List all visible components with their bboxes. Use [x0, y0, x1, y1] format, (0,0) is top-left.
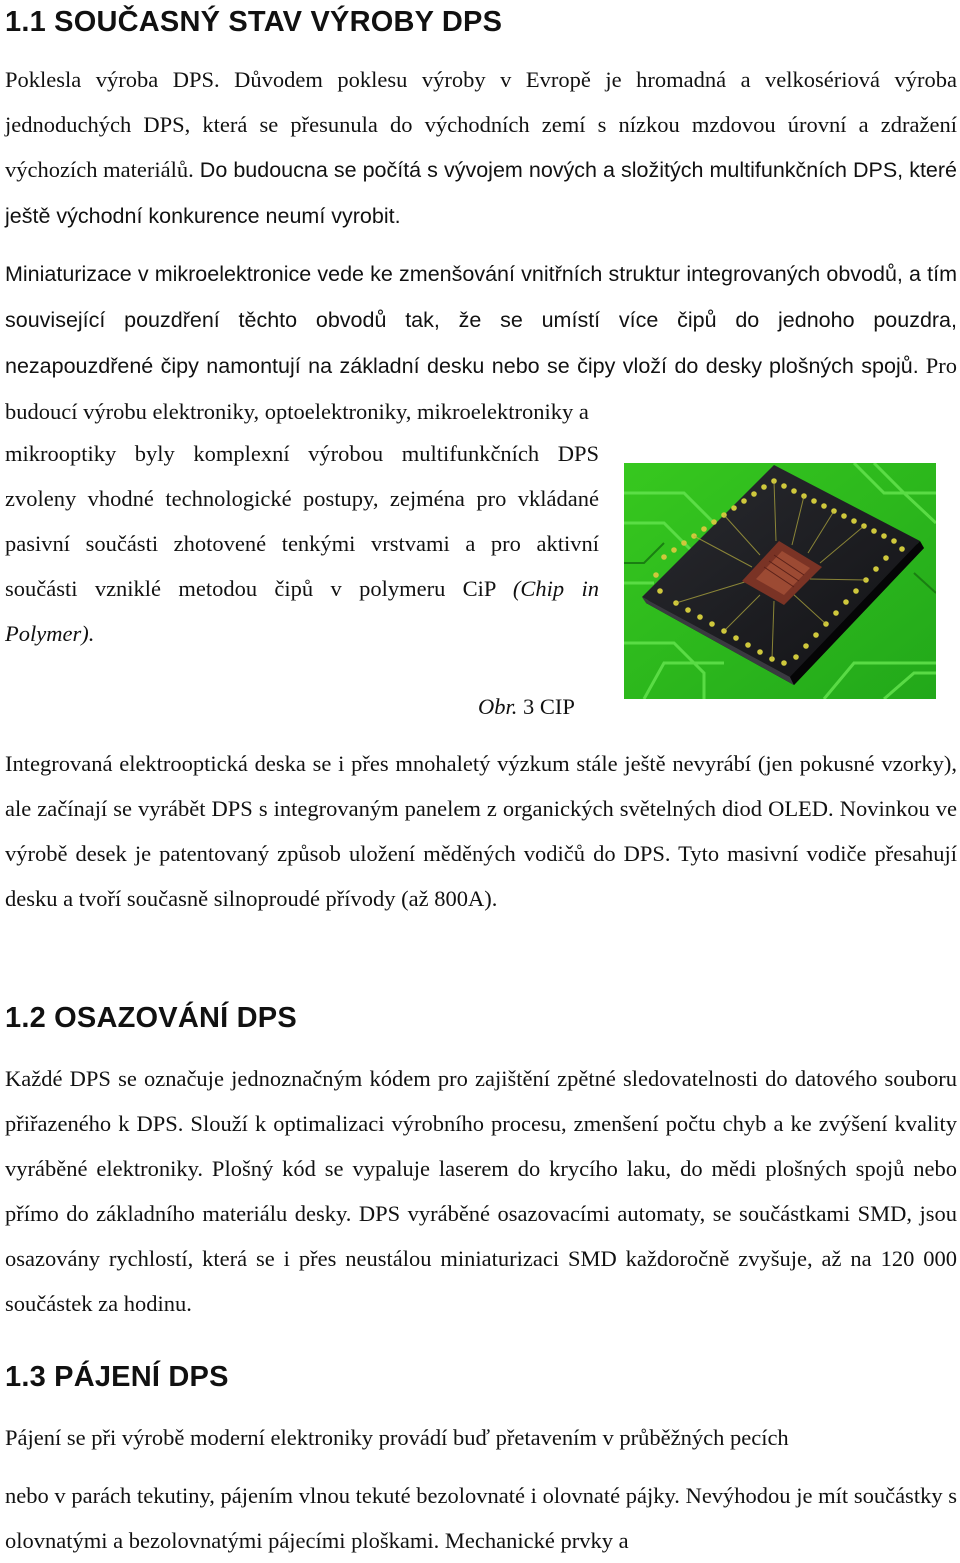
- paragraph-production-decline: [5, 57, 957, 239]
- paragraph-text: Poklesla výroba DPS. Důvodem poklesu výroby v Evropě je hromadná a velkosériová výroba jednoduchých DPS, která se přesunula do východních zemí s nízkou mzdovou úrovní a zdražení výchozích materiálů.: [5, 67, 957, 182]
- figure-caption: [478, 684, 575, 729]
- paragraph-text: Pro budoucí výrobu elektroniky, optoelektroniky, mikroelektroniky a: [5, 353, 958, 424]
- paragraph-soldering: nebo v parách tekutiny, pájením vlnou tekuté bezolovnaté i olovnaté pájky. Nevýhodou je mít součástky s olovnatými a bezolovnatými pájecími ploškami. Mechanické prvky a: [5, 1483, 957, 1553]
- paragraph-text-sans: Miniaturizace v mikroelektronice vede ke zmenšování vnitřních struktur integrovaných obvodů, a tím související pouzdření těchto obvodů tak, že se umístí více čipů do jednoho pouzdra, nezapouzdřené čipy namontují na základní desku nebo se čipy vloží do desky: [5, 262, 957, 378]
- paragraph-pcb-assembly: Každé DPS se označuje jednoznačným kódem pro zajištění zpětné sledovatelnosti do datového souboru přiřazeného k DPS. Slouží k optimalizaci výrobního procesu, zmenšení počtu chyb a ke zvýšení kvality vyráběné elektroniky. Plošný kód se vypaluje laserem do krycího laku, do mědi plošných spojů nebo přímo do základního materiálu desky. DPS vyráběné osazovacími automaty, se součástkami SMD, jsou osazovány rychlostí, která se i přes neustálou miniaturizaci SMD každoročně zvyšuje, až na 120 000 součástek za hodinu.: [5, 1066, 957, 1316]
- section-heading-1-3: 1.3 PÁJENÍ DPS: [5, 1361, 229, 1393]
- section-heading-1-1: 1.1 SOUČASNÝ STAV VÝROBY DPS: [5, 6, 503, 38]
- chip-in-polymer-photo: [624, 463, 936, 699]
- paragraph-text-sans: Do budoucna se počítá s vývojem nových a složitých multifunkčních DPS, které ještě východní konkurence neumí vyrobit.: [5, 158, 957, 228]
- section-heading-1-2: 1.2 OSAZOVÁNÍ DPS: [5, 1002, 297, 1034]
- chip-photo-image: [624, 463, 936, 699]
- paragraph-electrooptical-board: Integrovaná elektrooptická deska se i přes mnohaletý výzkum stále ještě nevyrábí (jen pokusné vzorky), ale začínají se vyrábět DPS s integrovaným panelem z organických světelných diod OLED. Novinkou ve výrobě desek je patentovaný způsob uložení měděných vodičů do DPS. Tyto masivní vodiče přesahují desku a tvoří současně silnoproudé přívody (až 800A).: [5, 751, 957, 911]
- paragraph-cip: [5, 431, 599, 656]
- paragraph-soldering-line1: Pájení se při výrobě moderní elektroniky provádí buď přetavením v průběžných pecích: [5, 1425, 789, 1450]
- paragraph-text-sans-end: plošných spojů.: [769, 354, 919, 378]
- caption-text: 3 CIP: [517, 694, 575, 719]
- caption-label: Obr.: [478, 694, 518, 719]
- paragraph-miniaturization: [5, 251, 957, 434]
- paragraph-text-italic: (Chip in Polymer).: [5, 576, 599, 646]
- paragraph-text: mikrooptiky byly komplexní výrobou multifunkčních DPS zvoleny vhodné technologické postupy, zejména pro vkládané pasivní součásti zhotovené tenkými vrstvami a pro aktivní součásti vzniklé metodou čipů v polymeru CiP: [5, 441, 599, 601]
